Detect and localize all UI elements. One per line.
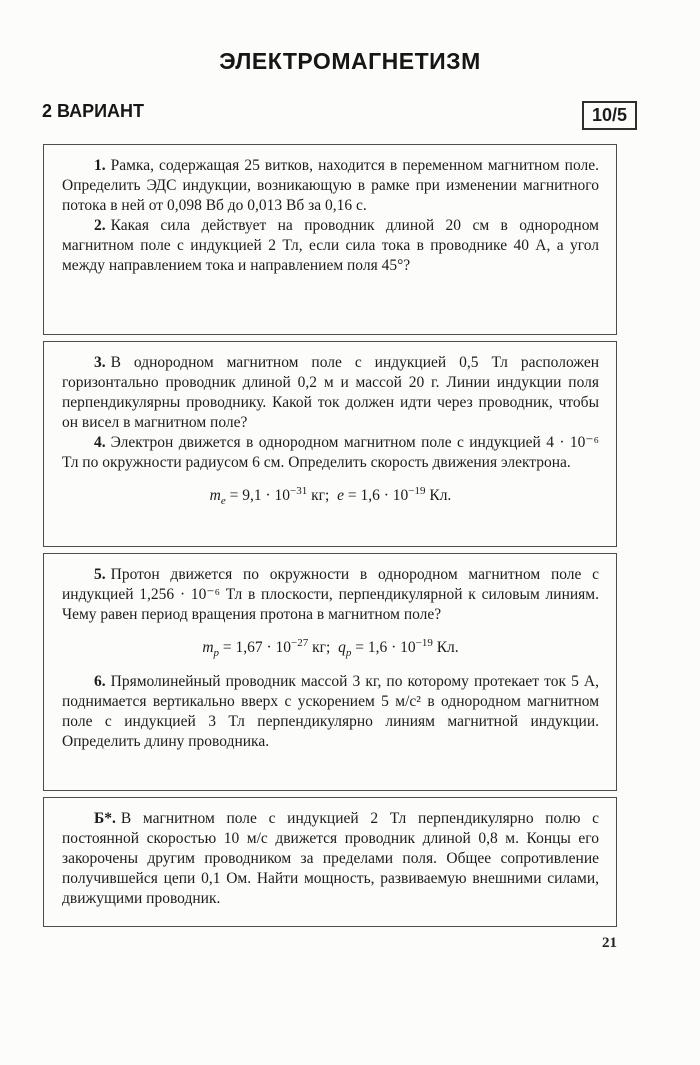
problem-text: Рамка, содержащая 25 витков, находится в переменном магнитном поле. Определить ЭДС индукции, возникающую в рамке при изменении магнитного потока в ней от 0,098 Вб до 0,013 Вб за 0,16 с. (62, 157, 599, 214)
problem-4-constants-formula: $m_e = 9,1 \cdot 10^{-31}$ кг; $e = 1,6 \cdot 10^{-19}$ Кл. (209, 485, 452, 507)
variant-row (42, 101, 637, 130)
problem-4 (62, 433, 599, 473)
problem-number: 5. (94, 566, 106, 583)
problem-group-1 (43, 144, 617, 335)
textbook-page (0, 48, 700, 1065)
problem-group-3 (43, 553, 617, 791)
problem-5-constants-formula: $m_p = 1,67 \cdot 10^{-27}$ кг; $q_p = 1,6 \cdot 10^{-19}$ Кл. (202, 637, 459, 659)
problem-5 (62, 565, 599, 625)
problem-text: Какая сила действует на проводник длиной 20 см в однородном магнитном поле с индукцией 2 Тл, если сила тока в проводнике 40 А, а угол между направлением тока и направлением поля 45°? (62, 217, 599, 274)
problem-text: В однородном магнитном поле с индукцией 0,5 Тл расположен горизонтально проводник длиной 0,2 м и массой 20 г. Линии индукции поля перпендикулярны проводнику. Какой ток должен идти через проводник, чтобы он висел в магнитном поле? (62, 354, 599, 431)
page-title: ЭЛЕКТРОМАГНЕТИЗМ (219, 48, 481, 74)
problem-text: Протон движется по окружности в однородном магнитном поле с индукцией 1,256 · 10⁻⁶ Тл в плоскости, перпендикулярной к силовым линиям. Чему равен период вращения протона в магнитном поле? (62, 566, 599, 623)
problem-2 (62, 216, 599, 276)
problem-number: 1. (94, 157, 106, 174)
problem-3 (62, 353, 599, 433)
problem-1 (62, 156, 599, 216)
problem-group-2 (43, 341, 617, 547)
problem-number: 3. (94, 354, 106, 371)
difficulty-badge: 10/5 (582, 101, 637, 130)
problem-text: Прямолинейный проводник массой 3 кг, по которому протекает ток 5 А, поднимается вертикально вверх с ускорением 5 м/с² в однородном магнитном поле с индукцией 3 Тл перпендикулярно линиям магнитной индукции. Определить длину проводника. (62, 673, 599, 750)
problem-text: Электрон движется в однородном магнитном поле с индукцией 4 · 10⁻⁶ Тл по окружности радиусом 6 см. Определить скорость движения электрона. (62, 434, 599, 471)
problem-number: 6. (94, 673, 106, 690)
problem-group-bonus (43, 797, 617, 927)
problem-6 (62, 672, 599, 752)
variant-label: 2 ВАРИАНТ (42, 101, 145, 121)
problem-number: Б*. (94, 810, 116, 827)
problem-bonus (62, 809, 599, 909)
problem-text: В магнитном поле с индукцией 2 Тл перпендикулярно полю с постоянной скоростью 10 м/с движется проводник длиной 0,8 м. Концы его закорочены другим проводником за пределами поля. Общее сопротивление получившейся цепи 0,1 Ом. Найти мощность, развиваемую внешними силами, движущими проводник. (62, 810, 599, 907)
problem-number: 2. (94, 217, 106, 234)
page-number: 21 (602, 935, 617, 951)
problem-number: 4. (94, 434, 106, 451)
